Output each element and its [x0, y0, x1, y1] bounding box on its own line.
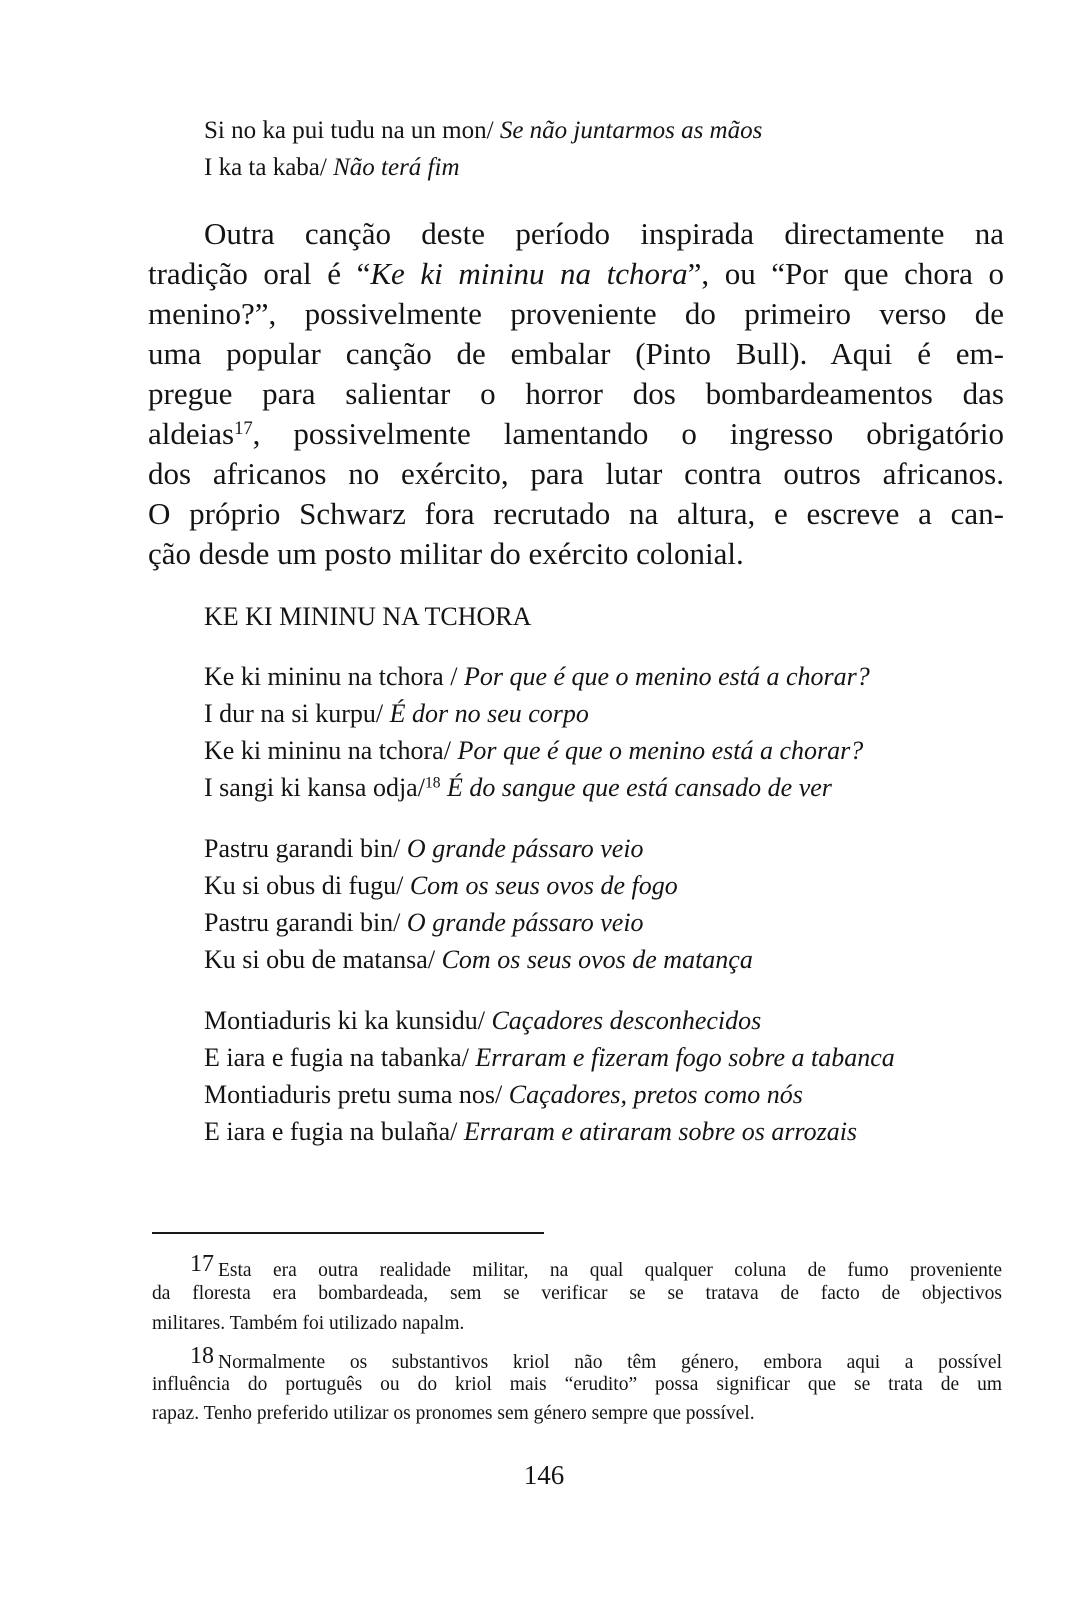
verse-translation: Erraram e fizeram fogo sobre a tabanca — [475, 1043, 895, 1072]
paragraph-text: ”, ou “Por que chora o — [687, 256, 1005, 291]
song-title-reference: Ke ki mininu na tchora — [370, 256, 688, 291]
footnote-18-line — [190, 1344, 1002, 1373]
footnote-text: Esta era outra realidade militar, na qual qualquer coluna de fumo proveniente — [218, 1260, 1002, 1281]
paragraph-line — [204, 218, 1004, 249]
footnote-17-line — [152, 1314, 1002, 1334]
footnote-18-line — [152, 1375, 1002, 1395]
footnote-text: Normalmente os substantivos kriol não têm género, embora aqui a possível — [218, 1352, 1002, 1373]
paragraph-text: aldeias — [148, 416, 235, 451]
song-title: KE KI MININU NA TCHORA — [204, 602, 532, 631]
verse-kriol: Si no ka pui tudu na un mon/ — [204, 117, 500, 144]
paragraph-text: menino?”, possivelmente proveniente do primeiro verso de — [148, 296, 1004, 331]
verse-translation: Com os seus ovos de fogo — [409, 871, 678, 900]
footnote-number: 18 — [190, 1343, 214, 1369]
paragraph-line — [148, 458, 1004, 489]
verse-line — [204, 738, 863, 764]
footnote-17-line — [190, 1252, 1002, 1281]
verse-kriol: Ku si obu de matansa/ — [204, 945, 442, 974]
page-number: 146 — [523, 1460, 565, 1490]
verse-translation: É dor no seu corpo — [389, 699, 589, 728]
verse-kriol: E iara e fugia na bulaña/ — [204, 1117, 464, 1146]
verse-kriol: Montiaduris pretu suma nos/ — [204, 1080, 509, 1109]
verse-line — [204, 1119, 857, 1145]
verse-kriol: Ke ki mininu na tchora/ — [204, 736, 458, 765]
verse-line — [204, 664, 870, 690]
verse-kriol: Pastru garandi bin/ — [204, 908, 407, 937]
verse-translation: O grande pássaro veio — [406, 908, 644, 937]
verse-kriol: I sangi ki kansa odja/ — [204, 773, 425, 802]
verse-line — [204, 947, 753, 973]
paragraph-line — [148, 498, 1004, 529]
verse-kriol: Pastru garandi bin/ — [204, 834, 407, 863]
paragraph-text: ção desde um posto militar do exército colonial. — [148, 536, 744, 571]
verse-line — [204, 775, 832, 801]
verse-line — [204, 873, 678, 899]
paragraph-text: uma popular canção de embalar (Pinto Bull). Aqui é em- — [148, 336, 1004, 371]
verse-line — [204, 1082, 803, 1108]
footnote-number: 17 — [190, 1251, 214, 1277]
footnote-text: militares. Também foi utilizado napalm. — [152, 1313, 465, 1334]
verse-translation: Não terá fim — [333, 154, 460, 181]
footnote-17-line — [152, 1284, 1002, 1304]
paragraph-line — [148, 338, 1004, 369]
footnote-text: da floresta era bombardeada, sem se verificar se se tratava de facto de objectivos — [152, 1283, 1002, 1304]
verse-kriol: I dur na si kurpu/ — [204, 699, 390, 728]
verse-translation: Caçadores desconhecidos — [491, 1006, 762, 1035]
footnote-text: rapaz. Tenho preferido utilizar os pronomes sem género sempre que possível. — [152, 1403, 755, 1424]
footnote-divider — [152, 1232, 544, 1234]
verse-line — [204, 1008, 761, 1034]
verse-translation: O grande pássaro veio — [406, 834, 644, 863]
verse-translation: Com os seus ovos de matança — [441, 945, 753, 974]
verse-kriol: I ka ta kaba/ — [204, 154, 334, 181]
paragraph-text: Outra canção deste período inspirada directamente na — [204, 216, 1004, 251]
footnote-ref-18[interactable]: 18 — [424, 774, 441, 792]
paragraph-line — [148, 378, 1004, 409]
verse-translation: É do sangue que está cansado de ver — [440, 773, 832, 802]
verse-kriol: Ke ki mininu na tchora / — [204, 662, 464, 691]
paragraph-text: O próprio Schwarz fora recrutado na altura, e escreve a can- — [148, 496, 1004, 531]
paragraph-line — [148, 418, 1004, 449]
verse-translation: Por que é que o menino está a chorar? — [457, 736, 864, 765]
verse-kriol: Ku si obus di fugu/ — [204, 871, 410, 900]
verse-line — [204, 155, 460, 180]
verse-translation: Por que é que o menino está a chorar? — [463, 662, 870, 691]
verse-line — [204, 910, 644, 936]
verse-translation: Se não juntarmos as mãos — [499, 117, 763, 144]
verse-line — [204, 118, 762, 143]
verse-translation: Caçadores, pretos como nós — [508, 1080, 803, 1109]
verse-line — [204, 701, 589, 727]
paragraph-text: pregue para salientar o horror dos bombardeamentos das — [148, 376, 1004, 411]
verse-kriol: E iara e fugia na tabanka/ — [204, 1043, 476, 1072]
verse-line — [204, 836, 644, 862]
paragraph-text: tradição oral é “ — [148, 256, 371, 291]
verse-kriol: Montiaduris ki ka kunsidu/ — [204, 1006, 492, 1035]
paragraph-text: dos africanos no exército, para lutar contra outros africanos. — [148, 456, 1004, 491]
paragraph-line — [148, 298, 1004, 329]
verse-line — [204, 1045, 895, 1071]
paragraph-line — [148, 258, 1004, 289]
footnote-18-line — [152, 1404, 1002, 1424]
paragraph-text: , possivelmente lamentando o ingresso obrigatório — [252, 416, 1004, 451]
paragraph-line — [148, 538, 1004, 569]
verse-translation: Erraram e atiraram sobre os arrozais — [463, 1117, 858, 1146]
footnote-text: influência do português ou do kriol mais “erudito” possa significar que se trata de um — [152, 1374, 1002, 1395]
footnote-ref-17[interactable]: 17 — [234, 417, 253, 439]
